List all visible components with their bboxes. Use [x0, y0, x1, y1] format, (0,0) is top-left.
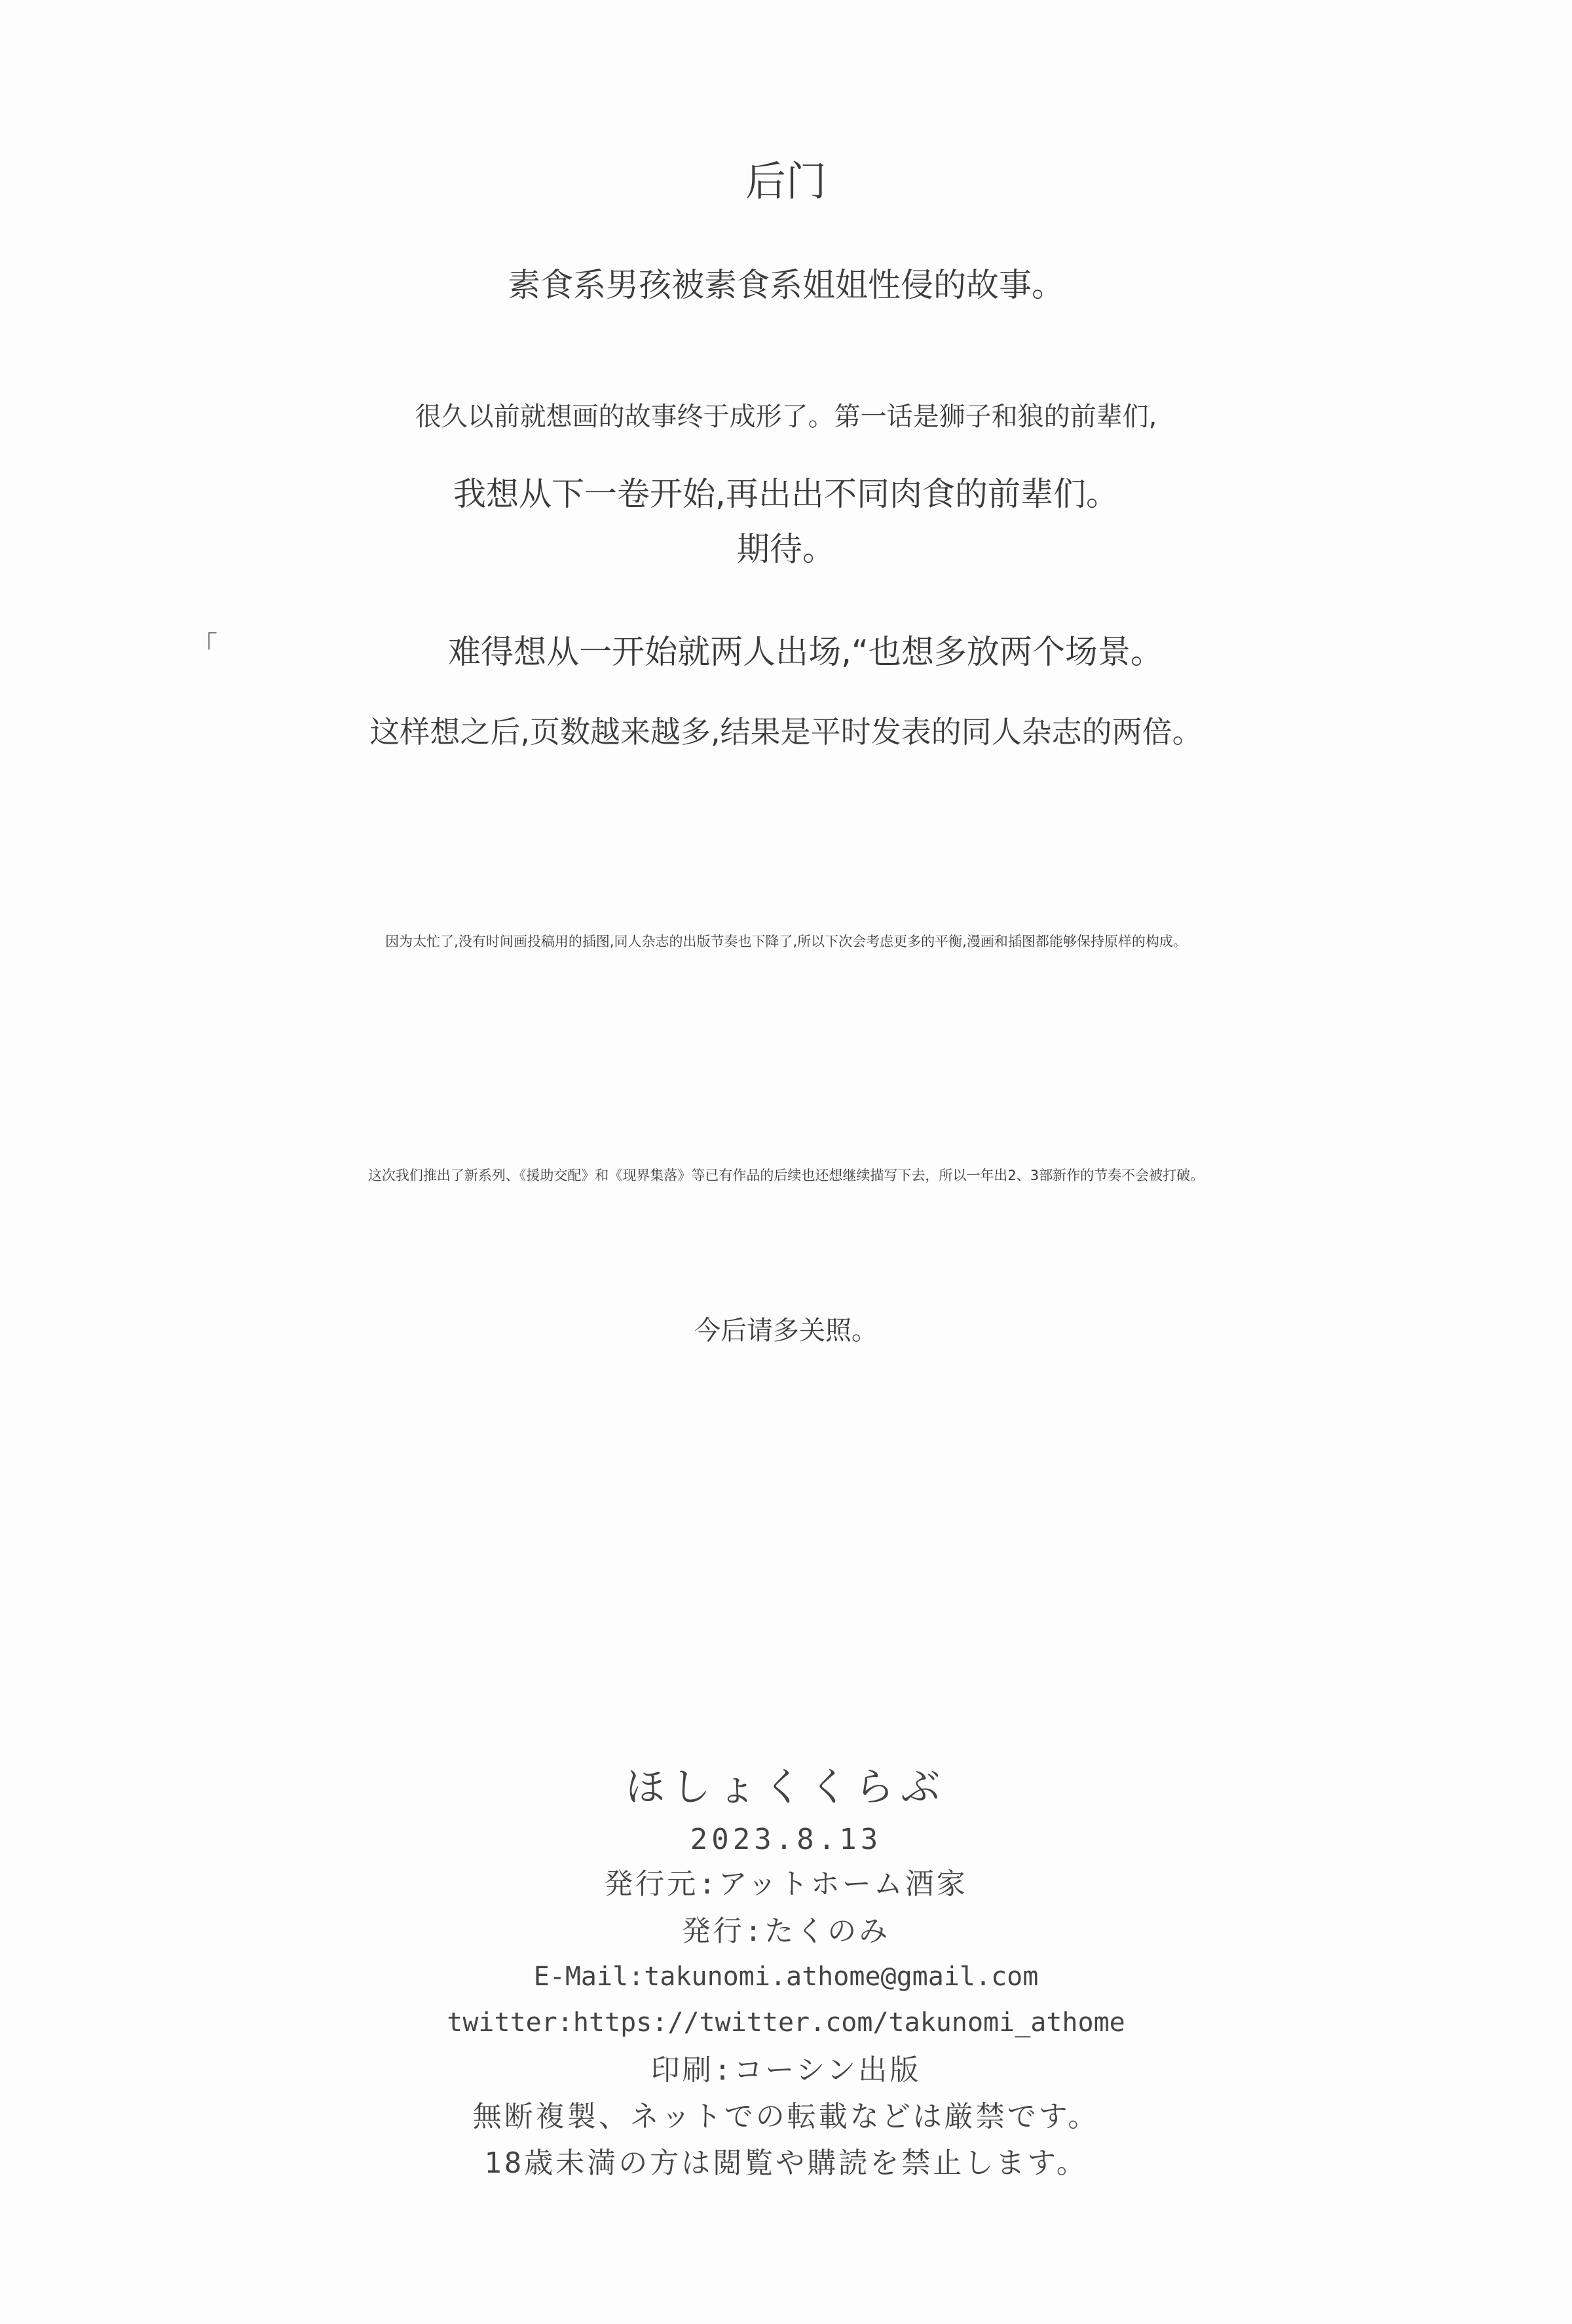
colophon-printer: 印刷:コーシン出版	[650, 2053, 922, 2087]
colophon-title: ほしょくくらぶ	[626, 1764, 946, 1810]
page-title: 后门	[745, 157, 827, 205]
colophon-publisher: 発行元:アットホーム酒家	[604, 1867, 968, 1901]
colophon-twitter: twitter:https://twitter.com/takunomi_athome	[447, 2008, 1125, 2038]
subtitle: 素食系男孩被素食系姐姐性侵的故事。	[508, 266, 1064, 304]
colophon-date: 2023.8.13	[690, 1823, 882, 1856]
paragraph-3: 期待。	[737, 530, 835, 568]
paragraph-2: 我想从下一卷开始,再出出不同肉食的前辈们。	[453, 475, 1119, 513]
colophon-issuer: 発行:たくのみ	[681, 1914, 891, 1948]
quote-mark: 「	[191, 631, 217, 661]
paragraph-1: 很久以前就想画的故事终于成形了。第一话是狮子和狼的前辈们,	[415, 402, 1157, 432]
paragraph-5: 这样想之后,页数越来越多,结果是平时发表的同人杂志的两倍。	[369, 714, 1203, 750]
paragraph-4: 难得想从一开始就两人出场,“也想多放两个场景。	[448, 633, 1163, 671]
colophon-notice-copy: 無断複製、ネットでの転載などは厳禁です。	[472, 2100, 1100, 2133]
small-note-1: 因为太忙了,没有时间画投稿用的插图,同人杂志的出版节奏也下降了,所以下次会考虑更多的平衡,漫画和插图都能够保持原样的构成。	[385, 934, 1187, 949]
small-note-2: 这次我们推出了新系列、《援助交配》和《现界集落》等已有作品的后续也还想继续描写下去，所以一年出2、3部新作的节奏不会被打破。	[367, 1168, 1205, 1183]
closing-line: 今后请多关照。	[694, 1316, 878, 1346]
colophon-email: E-Mail:takunomi.athome@gmail.com	[533, 1962, 1039, 1992]
colophon-notice-age: 18歳未満の方は閲覧や購読を禁止します。	[484, 2146, 1088, 2180]
